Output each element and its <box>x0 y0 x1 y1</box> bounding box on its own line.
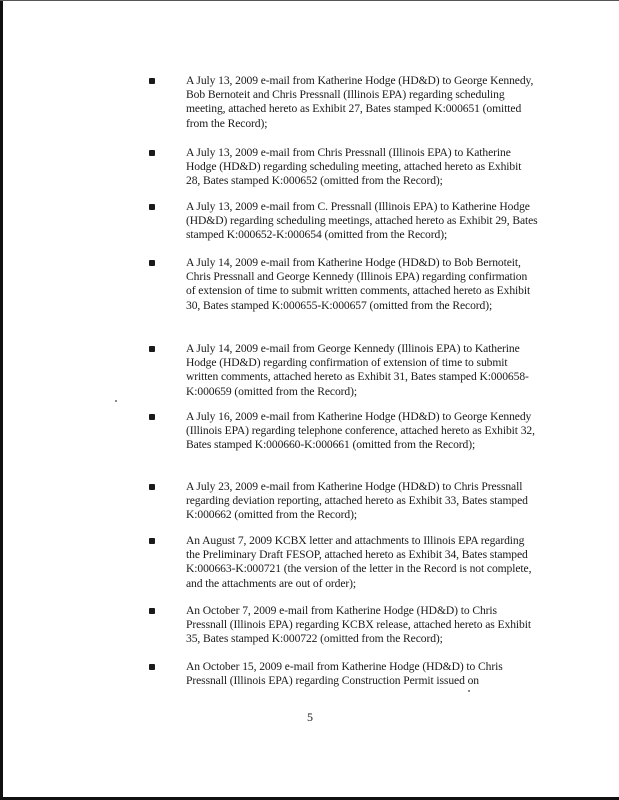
bullet-icon <box>149 78 155 84</box>
bullet-icon <box>149 484 155 490</box>
list-item-text: A July 14, 2009 e-mail from Katherine Hodge (HD&D) to Bob Bernoteit, Chris Pressnall and George Kennedy (Illinois EPA) regarding confirmation of extension of time to submit written comments, attached hereto as Exhibit 30, Bates stamped K:000655-K:000657 (omitted from the Record); <box>186 256 531 312</box>
list-item-text: A July 13, 2009 e-mail from Katherine Hodge (HD&D) to George Kennedy, Bob Bernoteit and Chris Pressnall (Illinois EPA) regarding scheduling meeting, attached hereto as Exhibit 27, Bates stamped K:000651 (omitted from the Record); <box>186 74 534 130</box>
bullet-icon <box>149 664 155 670</box>
list-item-text: A July 14, 2009 e-mail from George Kennedy (Illinois EPA) to Katherine Hodge (HD&D) regarding confirmation of extension of time to submit written comments, attached hereto as Exhibit 31, Bates stamped K:000658-K:000659 (omitted from the Record); <box>186 342 529 398</box>
list-item-text: An October 7, 2009 e-mail from Katherine Hodge (HD&D) to Chris Pressnall (Illinois EPA) regarding KCBX release, attached hereto as Exhibit 35, Bates stamped K:000722 (omitted from the Record); <box>186 604 531 646</box>
page-number: 5 <box>307 710 313 724</box>
scan-edge-left <box>0 0 3 800</box>
bullet-icon <box>149 204 155 210</box>
scan-speck <box>115 400 117 402</box>
list-item-text: An October 15, 2009 e-mail from Katherine Hodge (HD&D) to Chris Pressnall (Illinois EPA) regarding Construction Permit issued on <box>186 660 503 688</box>
list-item-text: A July 13, 2009 e-mail from Chris Pressnall (Illinois EPA) to Katherine Hodge (HD&D) regarding scheduling meeting, attached hereto as Exhibit 28, Bates stamped K:000652 (omitted from the Record); <box>186 146 522 188</box>
list-item-text: An August 7, 2009 KCBX letter and attachments to Illinois EPA regarding the Preliminary Draft FESOP, attached hereto as Exhibit 34, Bates stamped K:000663-K:000721 (the version of the letter in the Record is not complete, and the attachments are out of order); <box>186 534 532 590</box>
bullet-icon <box>149 538 155 544</box>
list-item-text: A July 16, 2009 e-mail from Katherine Hodge (HD&D) to George Kennedy (Illinois EPA) regarding telephone conference, attached hereto as Exhibit 32, Bates stamped K:000660-K:000661 (omitted from the Record); <box>186 410 535 452</box>
list-item-text: A July 13, 2009 e-mail from C. Pressnall (Illinois EPA) to Katherine Hodge (HD&D) regarding scheduling meetings, attached hereto as Exhibit 29, Bates stamped K:000652-K:000654 (omitted from the Record); <box>186 200 538 242</box>
bullet-icon <box>149 260 155 266</box>
bullet-icon <box>149 608 155 614</box>
bullet-icon <box>149 414 155 420</box>
scan-speck <box>468 690 470 692</box>
bullet-icon <box>149 150 155 156</box>
list-item-text: A July 23, 2009 e-mail from Katherine Hodge (HD&D) to Chris Pressnall regarding deviation reporting, attached hereto as Exhibit 33, Bates stamped K:000662 (omitted from the Record); <box>186 480 528 522</box>
scan-edge-top <box>0 0 619 1</box>
bullet-icon <box>149 346 155 352</box>
